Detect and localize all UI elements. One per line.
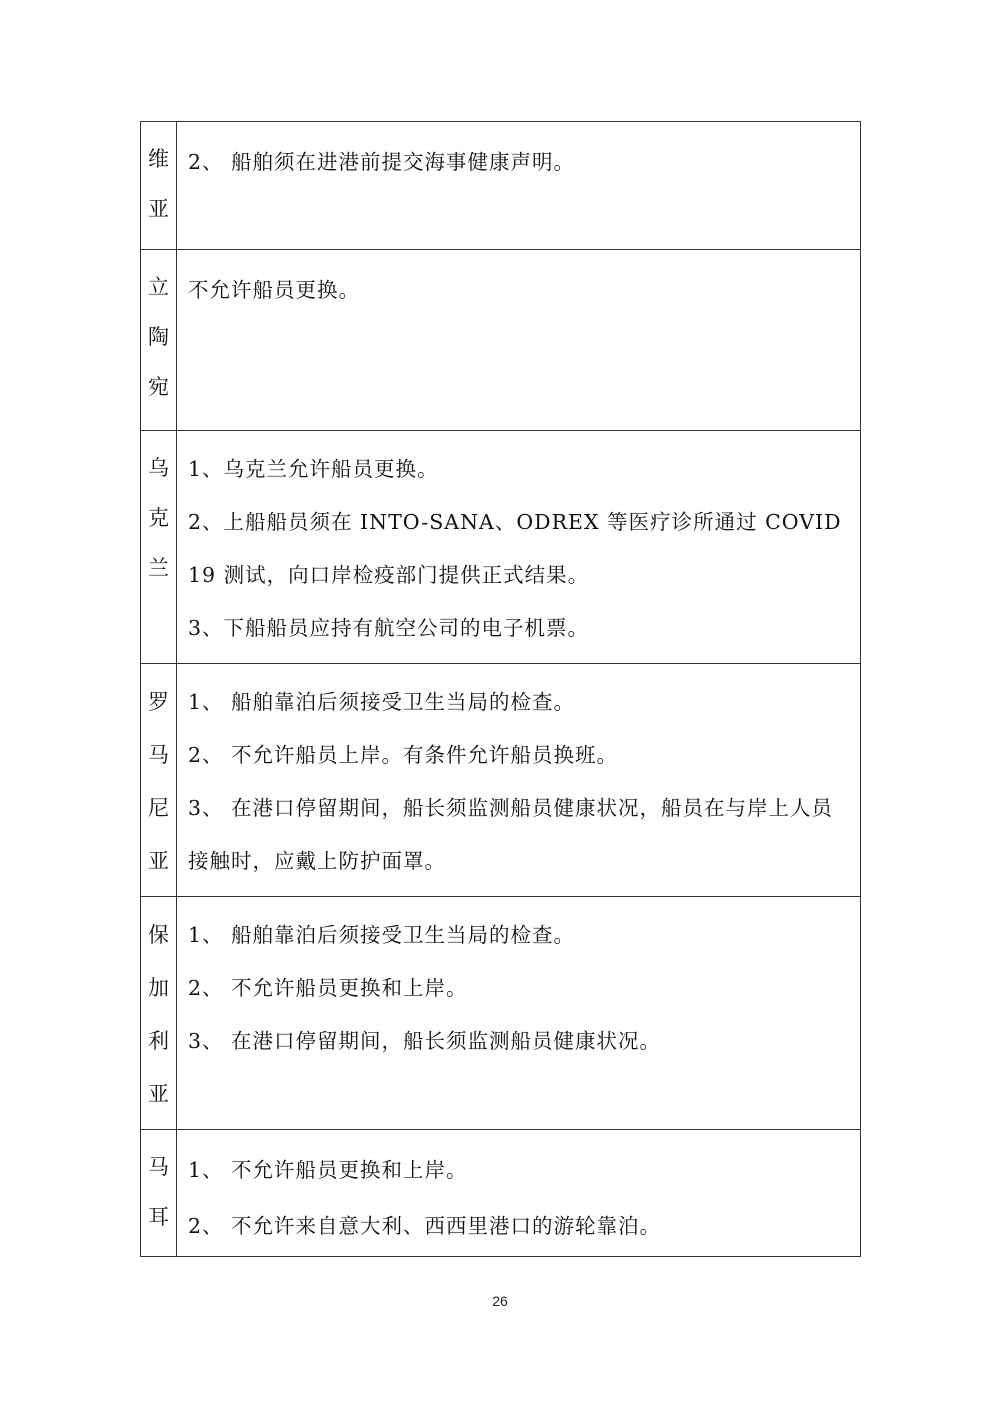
measure-line: 3、 在港口停留期间，船长须监测船员健康状况。 [188,1029,662,1053]
measures-cell [177,664,861,897]
country-char: 克 [148,506,169,530]
country-cell [141,897,177,1130]
country-char: 乌 [148,456,169,480]
measure-line: 不允许船员更换。 [188,278,360,302]
country-char: 宛 [148,375,169,399]
measure-line: 2、 船舶须在进港前提交海事健康声明。 [188,150,576,174]
measures-cell [177,1130,861,1257]
table-row [141,897,861,1130]
country-char: 马 [148,1155,169,1179]
measure-line: 2、 不允许来自意大利、西西里港口的游轮靠泊。 [188,1214,662,1238]
measure-line: 2、 不允许船员上岸。有条件允许船员换班。 [188,743,619,767]
table-row [141,1130,861,1257]
country-char: 立 [148,275,169,299]
measures-cell [177,122,861,250]
country-char: 利 [148,1029,169,1053]
measures-cell [177,250,861,431]
country-char: 亚 [148,197,169,221]
country-cell [141,431,177,664]
table-row [141,431,861,664]
measure-line: 1、 船舶靠泊后须接受卫生当局的检查。 [188,923,576,947]
country-char: 加 [148,976,169,1000]
country-char: 维 [148,147,169,171]
measure-line: 1、 不允许船员更换和上岸。 [188,1158,468,1182]
measure-line: 3、 在港口停留期间，船长须监测船员健康状况，船员在与岸上人员接触时，应戴上防护面罩。 [188,796,834,873]
country-measures-table [140,121,861,1257]
country-char: 亚 [148,849,169,873]
country-cell [141,122,177,250]
country-cell [141,250,177,431]
measure-line: 1、乌克兰允许船员更换。 [188,457,439,481]
country-cell [141,1130,177,1257]
table-row [141,664,861,897]
country-char: 罗 [148,690,169,714]
measures-cell [177,431,861,664]
country-cell [141,664,177,897]
table-row [141,250,861,431]
page-number: 26 [492,1293,508,1309]
country-char: 马 [148,743,169,767]
country-char: 尼 [148,796,169,820]
table-row [141,122,861,250]
measure-line: 2、上船船员须在 INTO-SANA、ODREX 等医疗诊所通过 COVID 19 测试，向口岸检疫部门提供正式结果。 [188,510,842,587]
measure-line: 3、下船船员应持有航空公司的电子机票。 [188,616,590,640]
measure-line: 1、 船舶靠泊后须接受卫生当局的检查。 [188,690,576,714]
country-char: 耳 [148,1205,169,1229]
country-char: 陶 [148,325,169,349]
country-char: 兰 [148,556,169,580]
country-char: 保 [148,923,169,947]
country-char: 亚 [148,1082,169,1106]
measures-cell [177,897,861,1130]
measure-line: 2、 不允许船员更换和上岸。 [188,976,468,1000]
